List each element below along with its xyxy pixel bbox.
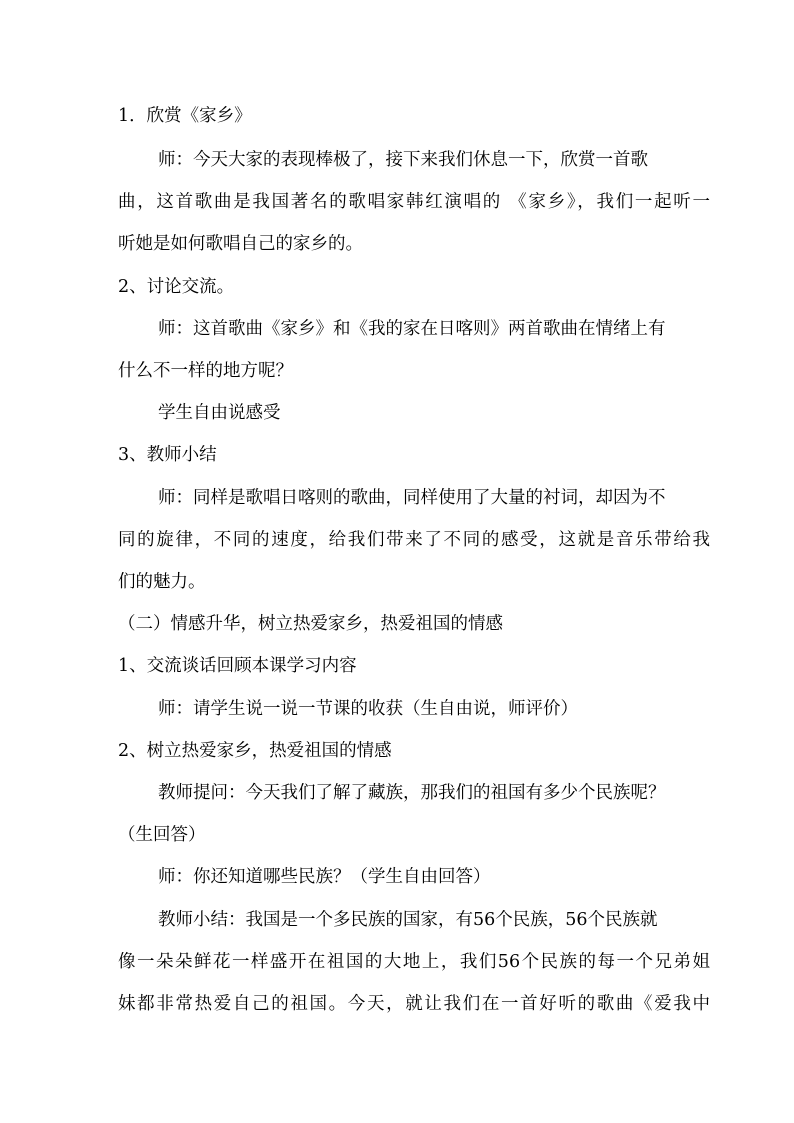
paragraph-line: 学生自由说感受 [158, 403, 281, 423]
paragraph-line: （生回答） [118, 825, 206, 845]
paragraph-line: 师：这首歌曲《家乡》和《我的家在日喀则》两首歌曲在情绪上有 [158, 319, 666, 339]
paragraph-line: 师：你还知道哪些民族？（学生自由回答） [158, 867, 491, 887]
heading-teacher-summary: 3、教师小结 [118, 445, 217, 465]
paragraph-line: 像一朵朵鲜花一样盛开在祖国的大地上，我们56个民族的每一个兄弟姐 [118, 952, 710, 972]
paragraph-line: 曲，这首歌曲是我国著名的歌唱家韩红演唱的 《家乡》，我们一起听一 [118, 192, 710, 212]
paragraph-line: 同的旋律，不同的速度，给我们带来了不同的感受，这就是音乐带给我 [118, 530, 710, 550]
paragraph-line: 们的魅力。 [118, 572, 206, 592]
heading-discussion: 2、讨论交流。 [118, 277, 235, 297]
heading-love-country: 2、树立热爱家乡，热爱祖国的情感 [118, 741, 392, 761]
paragraph-line: 妹都非常热爱自己的祖国。今天，就让我们在一首好听的歌曲《爱我中 [118, 994, 710, 1014]
section-heading-emotion: （二）情感升华，树立热爱家乡，热爱祖国的情感 [118, 614, 503, 634]
heading-enjoy-hometown: 1．欣赏《家乡》 [118, 106, 252, 126]
paragraph-line: 什么不一样的地方呢？ [118, 361, 293, 381]
paragraph-line: 师：请学生说一说一节课的收获（生自由说，师评价） [158, 699, 578, 719]
paragraph-line: 教师提问：今天我们了解了藏族，那我们的祖国有多少个民族呢？ [158, 783, 666, 803]
heading-review: 1、交流谈话回顾本课学习内容 [118, 656, 357, 676]
paragraph-line: 听她是如何歌唱自己的家乡的。 [118, 234, 363, 254]
paragraph-line: 师：同样是歌唱日喀则的歌曲，同样使用了大量的衬词，却因为不 [158, 488, 666, 508]
paragraph-line: 师：今天大家的表现棒极了，接下来我们休息一下，欣赏一首歌 [158, 150, 648, 170]
paragraph-line: 教师小结：我国是一个多民族的国家，有56个民族，56个民族就 [158, 910, 658, 930]
